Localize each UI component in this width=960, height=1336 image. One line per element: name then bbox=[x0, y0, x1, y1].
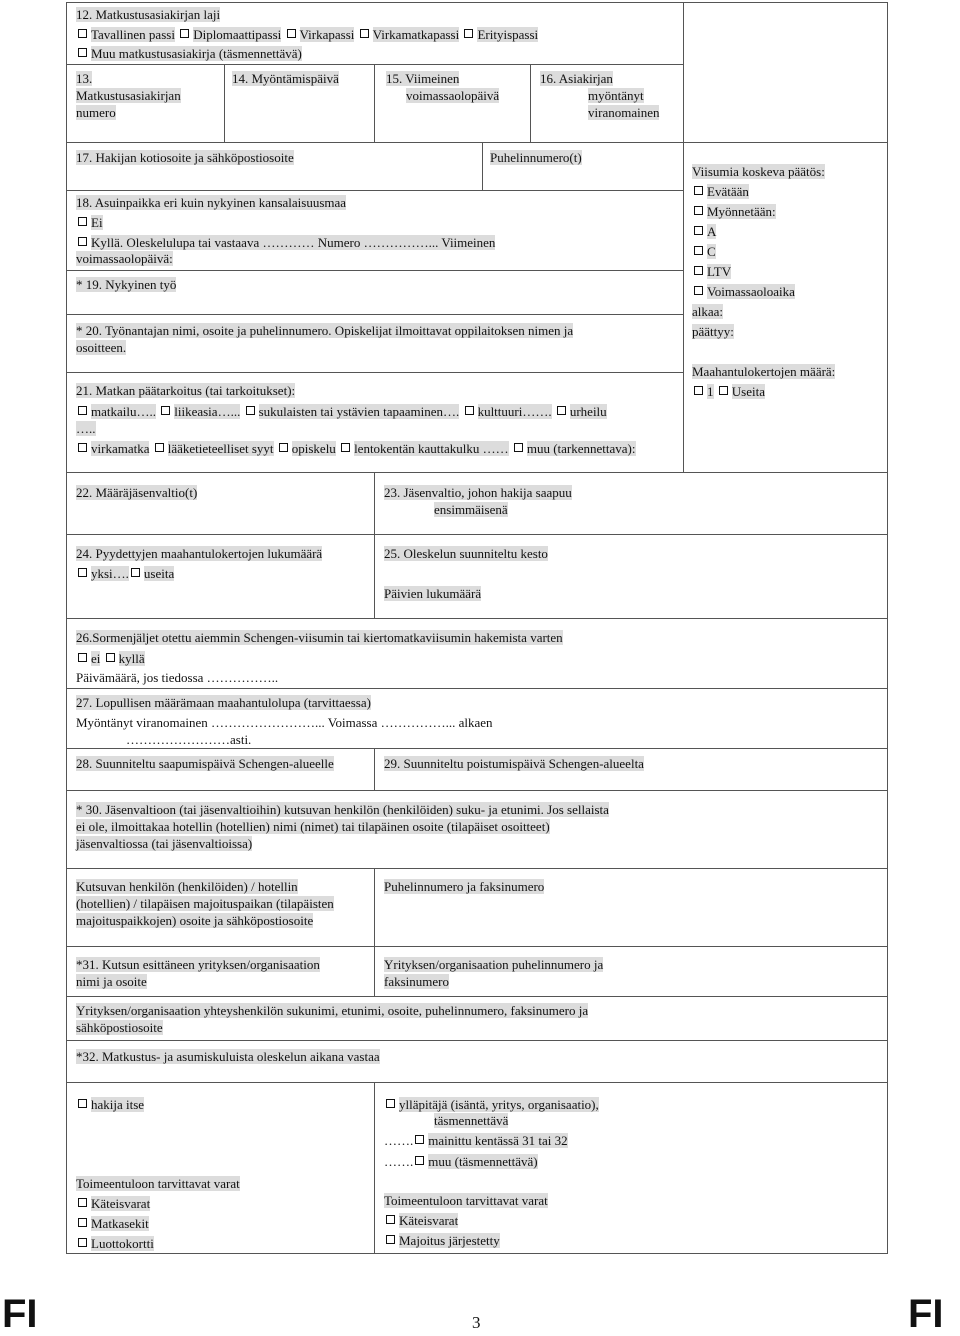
field-30-label: * 30. Jäsenvaltioon (tai jäsenvaltioihin) kutsuvan henkilön (henkilöiden) suku- ja etunimi. Jos sellaista ei ole, ilmoittakaa hotellin (hotellien) nimi (nimet) tai tilapäinen osoite (tilapäiset osoitteet) jäsenvaltiossa (tai jäsenvaltioissa) bbox=[76, 802, 609, 851]
footer-lang-left: FI bbox=[2, 1292, 38, 1336]
field-27-until: ……………………asti. bbox=[126, 732, 252, 747]
checkbox-sponsor-field-31-32[interactable] bbox=[415, 1135, 424, 1144]
field-24-options: yksi…. useita bbox=[76, 565, 174, 582]
checkbox-purpose-visit[interactable] bbox=[246, 406, 255, 415]
field-18-no: Ei bbox=[76, 214, 103, 231]
side-validity: Voimassaoloaika bbox=[692, 283, 795, 300]
checkbox-passport-official[interactable] bbox=[360, 29, 369, 38]
checkbox-passport-diplomatic[interactable] bbox=[180, 29, 189, 38]
field-28-label: 28. Suunniteltu saapumispäivä Schengen-alueelle bbox=[76, 756, 334, 771]
right-column-divider bbox=[683, 2, 684, 472]
field-29-label: 29. Suunniteltu poistumispäivä Schengen-alueelta bbox=[384, 756, 644, 771]
checkbox-purpose-other[interactable] bbox=[514, 443, 523, 452]
checkbox-type-a[interactable] bbox=[694, 226, 703, 235]
field-32-right-cash: Käteisvarat bbox=[384, 1212, 458, 1229]
field-12-title: 12. Matkustusasiakirjan laji bbox=[76, 7, 221, 22]
field-25-days: Päivien lukumäärä bbox=[384, 586, 482, 601]
checkbox-sponsor-other[interactable] bbox=[415, 1156, 424, 1165]
divider-31 bbox=[374, 946, 375, 996]
field-16-label: 16. Asiakirjan myöntänyt viranomainen bbox=[540, 71, 660, 120]
field-18-title: 18. Asuinpaikka eri kuin nykyinen kansalaisuusmaa bbox=[76, 195, 347, 210]
divider-14-15 bbox=[374, 64, 375, 142]
divider-24-25 bbox=[374, 534, 375, 618]
checkbox-purpose-tourism[interactable] bbox=[78, 406, 87, 415]
checkbox-purpose-culture[interactable] bbox=[465, 406, 474, 415]
checkbox-purpose-study[interactable] bbox=[279, 443, 288, 452]
checkbox-cost-self[interactable] bbox=[78, 1099, 87, 1108]
field-25-title: 25. Oleskelun suunniteltu kesto bbox=[384, 546, 548, 561]
checkbox-right-cash[interactable] bbox=[386, 1215, 395, 1224]
divider-16 bbox=[66, 142, 888, 143]
field-14-label: 14. Myöntämispäivä bbox=[232, 71, 339, 86]
side-refused: Evätään bbox=[692, 183, 749, 200]
checkbox-purpose-sports[interactable] bbox=[557, 406, 566, 415]
field-26-title: 26.Sormenjäljet otettu aiemmin Schengen-viisumin tai kiertomatkaviisumin hakemista varten bbox=[76, 630, 563, 645]
checkbox-type-c[interactable] bbox=[694, 246, 703, 255]
divider-19 bbox=[66, 314, 683, 315]
divider-13-14 bbox=[224, 64, 225, 142]
checkbox-validity[interactable] bbox=[694, 286, 703, 295]
divider-26 bbox=[66, 688, 888, 689]
divider-21 bbox=[66, 472, 888, 473]
side-from: alkaa: bbox=[692, 304, 724, 319]
checkbox-left-card[interactable] bbox=[78, 1238, 87, 1247]
field-26-options: ei kyllä bbox=[76, 650, 145, 667]
field-32-left-cheques: Matkasekit bbox=[76, 1215, 149, 1232]
field-21-row1: matkailu….. liikeasia…... sukulaisten tai ystävien tapaaminen…. kulttuuri……. urheilu bbox=[76, 403, 607, 420]
field-32-title: *32. Matkustus- ja asumiskuluista oleskelun aikana vastaa bbox=[76, 1049, 380, 1064]
checkbox-fingerprints-yes[interactable] bbox=[106, 653, 115, 662]
field-31-phone: Yrityksen/organisaation puhelinnumero ja faksinumero bbox=[384, 957, 604, 989]
page-number: 3 bbox=[472, 1313, 481, 1332]
field-21-row2: virkamatka lääketieteelliset syyt opiskelu lentokentän kauttakulku …… muu (tarkennettava): bbox=[76, 440, 636, 457]
side-type-a: A bbox=[692, 223, 716, 240]
field-12-options: Tavallinen passi Diplomaattipassi Virkapassi Virkamatkapassi Erityispassi bbox=[76, 26, 538, 43]
divider-23 bbox=[66, 534, 888, 535]
field-32-sponsor-field: ……. mainittu kentässä 31 tai 32 bbox=[384, 1133, 568, 1148]
checkbox-right-accommodation[interactable] bbox=[386, 1235, 395, 1244]
divider-15-16 bbox=[530, 64, 531, 142]
field-17-phone: Puhelinnumero(t) bbox=[490, 150, 582, 165]
field-32-sponsor-specify: täsmennettävä bbox=[434, 1113, 509, 1128]
checkbox-type-ltv[interactable] bbox=[694, 266, 703, 275]
divider-32 bbox=[66, 1082, 888, 1083]
checkbox-entries-several[interactable] bbox=[131, 568, 140, 577]
divider-31b bbox=[66, 996, 888, 997]
field-24-title: 24. Pyydettyjen maahantulokertojen lukumäärä bbox=[76, 546, 323, 561]
divider-29 bbox=[66, 790, 888, 791]
checkbox-residence-no[interactable] bbox=[78, 217, 87, 226]
divider-18 bbox=[66, 270, 683, 271]
field-13-label: 13. Matkustusasiakirjan numero bbox=[76, 71, 181, 120]
field-32-sponsor-other: ……. muu (täsmennettävä) bbox=[384, 1154, 538, 1169]
side-type-ltv: LTV bbox=[692, 263, 731, 280]
field-32-left-cash: Käteisvarat bbox=[76, 1195, 150, 1212]
checkbox-purpose-official[interactable] bbox=[78, 443, 87, 452]
divider-20 bbox=[66, 372, 683, 373]
field-27-issuer: Myöntänyt viranomainen ……………………... Voimassa ……………... alkaen bbox=[76, 715, 493, 730]
field-32-left-card: Luottokortti bbox=[76, 1235, 154, 1252]
divider-30b bbox=[374, 868, 375, 946]
footer-lang-right: FI bbox=[908, 1292, 944, 1336]
field-30-address: Kutsuvan henkilön (henkilöiden) / hotellin (hotellien) / tilapäisen majoituspaikan (tilapäisten majoituspaikkojen) osoite ja sähköpostiosoite bbox=[76, 879, 334, 928]
divider-25 bbox=[66, 618, 888, 619]
checkbox-entries-multiple[interactable] bbox=[719, 386, 728, 395]
divider-17 bbox=[482, 142, 483, 190]
field-32-means-right: Toimeentuloon tarvittavat varat bbox=[384, 1193, 548, 1208]
field-31-contact: Yrityksen/organisaation yhteyshenkilön sukunimi, etunimi, osoite, puhelinnumero, faksinumero ja sähköpostiosoite bbox=[76, 1003, 589, 1035]
divider-31c bbox=[66, 1040, 888, 1041]
checkbox-passport-service[interactable] bbox=[287, 29, 296, 38]
field-21-row1-cont: ….. bbox=[76, 421, 96, 436]
side-issued: Myönnetään: bbox=[692, 203, 776, 220]
field-17-address: 17. Hakijan kotiosoite ja sähköpostiosoite bbox=[76, 150, 294, 165]
field-15-label: 15. Viimeinen voimassaolopäivä bbox=[386, 71, 500, 103]
checkbox-purpose-transit[interactable] bbox=[341, 443, 350, 452]
checkbox-residence-yes[interactable] bbox=[78, 237, 87, 246]
field-27-title: 27. Lopullisen määrämaan maahantulolupa (tarvittaessa) bbox=[76, 695, 371, 710]
field-32-right-accommodation: Majoitus järjestetty bbox=[384, 1232, 500, 1249]
field-20-label: * 20. Työnantajan nimi, osoite ja puhelinnumero. Opiskelijat ilmoittavat oppilaitoksen nimen ja osoitteen. bbox=[76, 323, 574, 355]
checkbox-entries-single[interactable] bbox=[78, 568, 87, 577]
checkbox-left-cash[interactable] bbox=[78, 1198, 87, 1207]
checkbox-refused[interactable] bbox=[694, 186, 703, 195]
side-title: Viisumia koskeva päätös: bbox=[692, 164, 825, 179]
field-23-label: 23. Jäsenvaltio, johon hakija saapuu ensimmäisenä bbox=[384, 485, 572, 517]
field-18-yes-cont: voimassaolopäivä: bbox=[76, 251, 173, 266]
field-12-other: Muu matkustusasiakirja (täsmennettävä) bbox=[76, 45, 302, 62]
divider-32b bbox=[374, 1082, 375, 1254]
divider-27 bbox=[66, 748, 888, 749]
checkbox-purpose-medical[interactable] bbox=[155, 443, 164, 452]
field-18-yes: Kyllä. Oleskelulupa tai vastaava ………… Numero ……………... Viimeinen bbox=[76, 234, 495, 251]
checkbox-passport-special[interactable] bbox=[464, 29, 473, 38]
checkbox-passport-ordinary[interactable] bbox=[78, 29, 87, 38]
divider-30 bbox=[66, 868, 888, 869]
side-until: päättyy: bbox=[692, 324, 734, 339]
side-entries: 1 Useita bbox=[692, 383, 765, 400]
divider-17b bbox=[66, 190, 683, 191]
divider-28-29 bbox=[374, 748, 375, 790]
field-32-self: hakija itse bbox=[76, 1096, 144, 1113]
field-26-date: Päivämäärä, jos tiedossa …………….. bbox=[76, 670, 279, 685]
field-32-sponsor: ylläpitäjä (isäntä, yritys, organisaatio), bbox=[384, 1096, 599, 1113]
field-32-means-left: Toimeentuloon tarvittavat varat bbox=[76, 1176, 240, 1191]
checkbox-issued[interactable] bbox=[694, 206, 703, 215]
field-19-label: * 19. Nykyinen työ bbox=[76, 277, 177, 292]
checkbox-left-cheques[interactable] bbox=[78, 1218, 87, 1227]
side-type-c: C bbox=[692, 243, 716, 260]
field-31-company: *31. Kutsun esittäneen yrityksen/organisaation nimi ja osoite bbox=[76, 957, 320, 989]
field-30-phone: Puhelinnumero ja faksinumero bbox=[384, 879, 545, 894]
checkbox-purpose-business[interactable] bbox=[161, 406, 170, 415]
divider-30c bbox=[66, 946, 888, 947]
checkbox-fingerprints-no[interactable] bbox=[78, 653, 87, 662]
field-22-label: 22. Määräjäsenvaltio(t) bbox=[76, 485, 198, 500]
side-entries-title: Maahantulokertojen määrä: bbox=[692, 364, 836, 379]
checkbox-passport-other[interactable] bbox=[78, 48, 87, 57]
field-21-title: 21. Matkan päätarkoitus (tai tarkoitukset): bbox=[76, 383, 296, 398]
checkbox-cost-sponsor[interactable] bbox=[386, 1099, 395, 1108]
checkbox-entries-1[interactable] bbox=[694, 386, 703, 395]
divider-22-23 bbox=[374, 472, 375, 534]
